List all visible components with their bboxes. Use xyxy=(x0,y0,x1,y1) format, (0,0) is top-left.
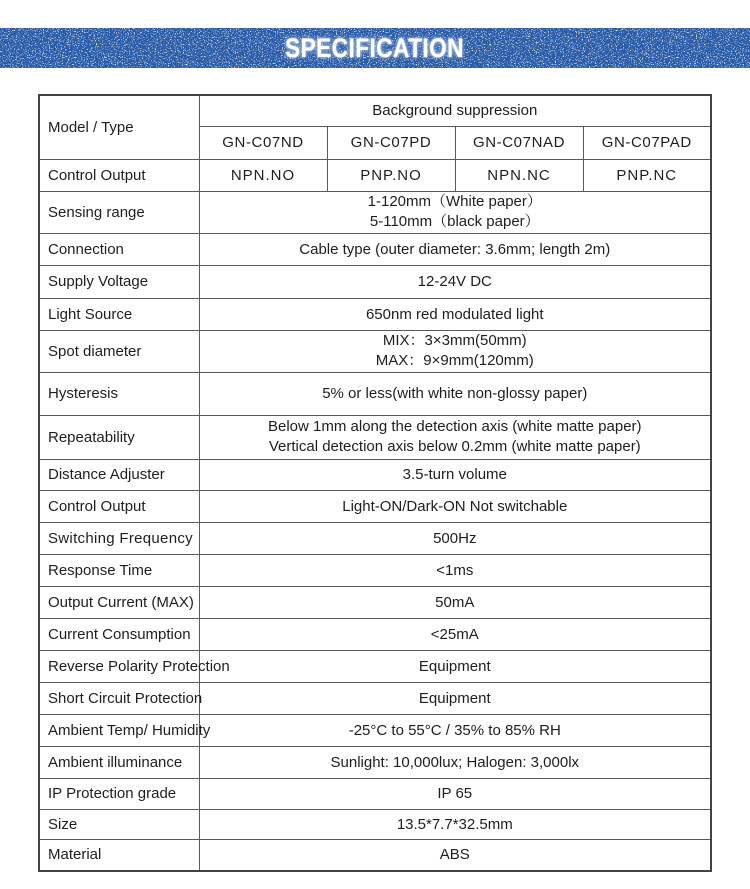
model-type-label: Model / Type xyxy=(39,95,199,159)
table-row xyxy=(39,372,711,415)
row-label: Supply Voltage xyxy=(39,265,199,298)
row-label: Hysteresis xyxy=(39,372,199,415)
table-row xyxy=(39,522,711,554)
table-row xyxy=(39,95,711,126)
row-label-text: Ambient Temp/ Humidity xyxy=(48,721,211,739)
value-line: 5-110mm（black paper） xyxy=(369,213,540,230)
row-label-text: Short Circuit Protection xyxy=(48,689,203,707)
row-label: Sensing range xyxy=(39,191,199,233)
table-row xyxy=(39,586,711,618)
row-value: <25mA xyxy=(199,618,711,650)
table-row xyxy=(39,682,711,714)
output-type: PNP.NC xyxy=(583,159,711,191)
row-label: IP Protection grade xyxy=(39,778,199,809)
row-value: Cable type (outer diameter: 3.6mm; length 2m) xyxy=(199,233,711,265)
row-label: Material xyxy=(39,839,199,871)
row-label: Spot diameter xyxy=(39,330,199,372)
model-name: GN-C07PD xyxy=(327,126,455,159)
row-value xyxy=(199,191,711,233)
table-row xyxy=(39,415,711,459)
output-type: PNP.NO xyxy=(327,159,455,191)
table-row xyxy=(39,650,711,682)
table-row xyxy=(39,618,711,650)
row-value: Sunlight: 10,000lux; Halogen: 3,000lx xyxy=(199,746,711,778)
group-header: Background suppression xyxy=(199,95,711,126)
row-value: 12-24V DC xyxy=(199,265,711,298)
row-label: Repeatability xyxy=(39,415,199,459)
row-label: Ambient illuminance xyxy=(39,746,199,778)
row-value: Equipment xyxy=(199,650,711,682)
table-row xyxy=(39,298,711,330)
table-row xyxy=(39,330,711,372)
table-row xyxy=(39,159,711,191)
table-row xyxy=(39,191,711,233)
table-row xyxy=(39,809,711,839)
row-label: Current Consumption xyxy=(39,618,199,650)
row-label xyxy=(39,650,230,682)
row-value: ABS xyxy=(199,839,711,871)
row-value: 50mA xyxy=(199,586,711,618)
table-row xyxy=(39,490,711,522)
value-line: MIX：3×3mm(50mm) xyxy=(382,332,527,349)
row-value xyxy=(199,330,711,372)
model-name: GN-C07PAD xyxy=(583,126,711,159)
row-label: Control Output xyxy=(39,159,199,191)
model-name: GN-C07ND xyxy=(199,126,327,159)
output-type: NPN.NC xyxy=(455,159,583,191)
table-row xyxy=(39,459,711,490)
table-row xyxy=(39,233,711,265)
specification-banner xyxy=(0,28,750,68)
row-label: Switching Frequency xyxy=(39,522,199,554)
table-row xyxy=(39,778,711,809)
row-value: 650nm red modulated light xyxy=(199,298,711,330)
row-value: 500Hz xyxy=(199,522,711,554)
table-row xyxy=(39,839,711,871)
table-row xyxy=(39,746,711,778)
model-name: GN-C07NAD xyxy=(455,126,583,159)
table-row xyxy=(39,714,711,746)
row-label: Distance Adjuster xyxy=(39,459,199,490)
row-label-text: Reverse Polarity Protection xyxy=(48,657,230,675)
row-value: IP 65 xyxy=(199,778,711,809)
row-label: Output Current (MAX) xyxy=(39,586,199,618)
row-label: Size xyxy=(39,809,199,839)
output-type: NPN.NO xyxy=(199,159,327,191)
row-label xyxy=(39,714,211,746)
row-label xyxy=(39,682,203,714)
banner-title: SPECIFICATION xyxy=(285,32,465,63)
table-row xyxy=(39,265,711,298)
row-value: Light-ON/Dark-ON Not switchable xyxy=(199,490,711,522)
row-label: Connection xyxy=(39,233,199,265)
row-value: 13.5*7.7*32.5mm xyxy=(199,809,711,839)
row-value: 5% or less(with white non-glossy paper) xyxy=(199,372,711,415)
row-label: Control Output xyxy=(39,490,199,522)
row-value: <1ms xyxy=(199,554,711,586)
value-line: 1-120mm（White paper） xyxy=(367,193,542,210)
value-line: MAX：9×9mm(120mm) xyxy=(375,352,534,369)
row-value: 3.5-turn volume xyxy=(199,459,711,490)
row-value: Equipment xyxy=(199,682,711,714)
row-label: Response Time xyxy=(39,554,199,586)
table-row xyxy=(39,554,711,586)
value-line: Below 1mm along the detection axis (white matte paper) xyxy=(268,418,642,435)
row-value: -25°C to 55°C / 35% to 85% RH xyxy=(199,714,711,746)
row-value xyxy=(199,415,711,459)
row-label: Light Source xyxy=(39,298,199,330)
specification-table xyxy=(38,94,712,872)
value-line: Vertical detection axis below 0.2mm (white matte paper) xyxy=(268,438,641,455)
